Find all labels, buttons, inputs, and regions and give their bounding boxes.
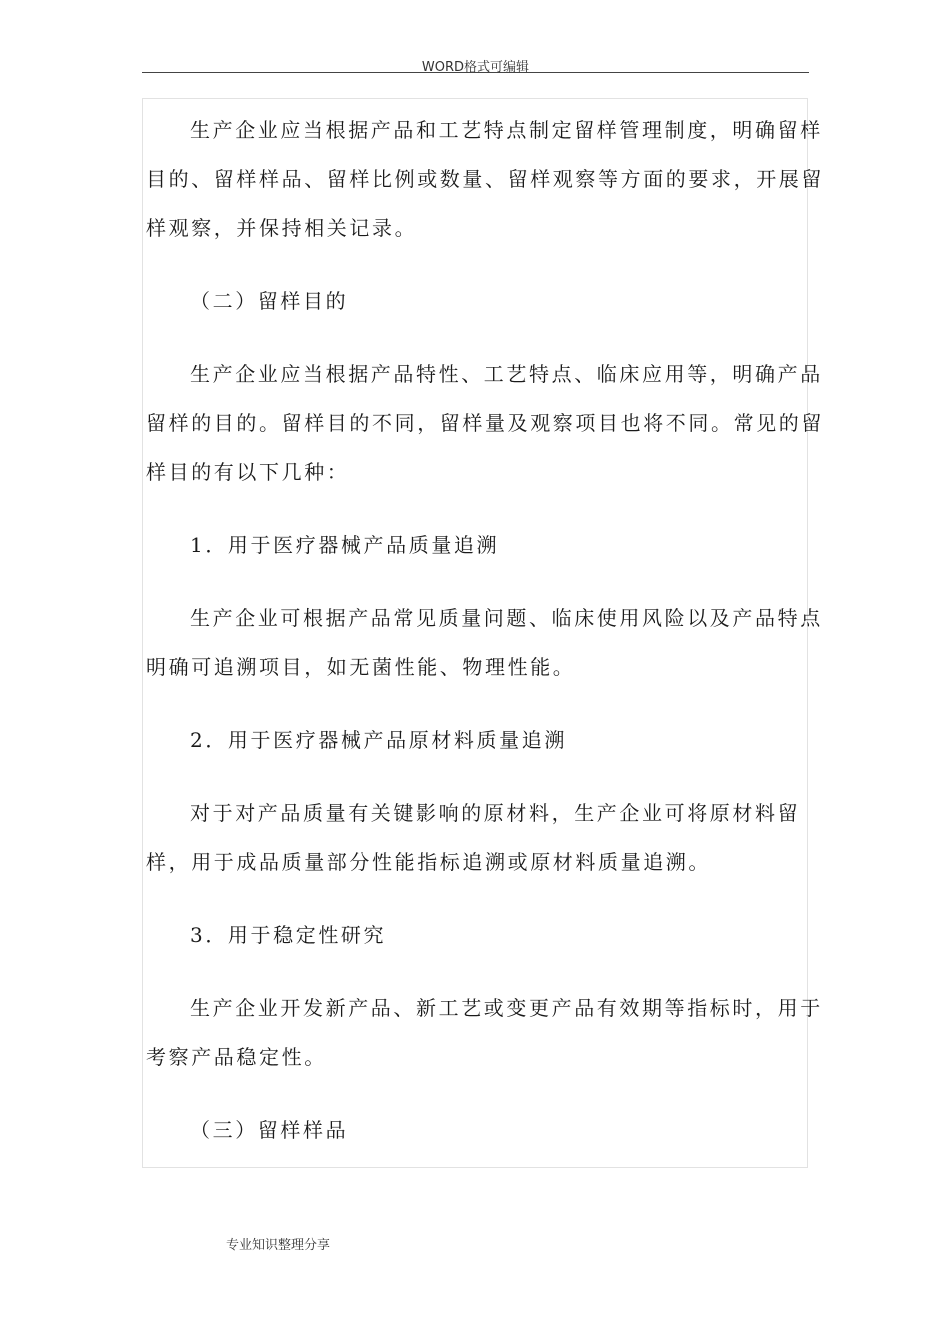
section-heading: 3．用于稳定性研究	[190, 923, 387, 947]
paragraph-line: 样观察，并保持相关记录。	[146, 216, 418, 240]
paragraph-line: 样目的有以下几种：	[146, 460, 350, 484]
paragraph-line: 样，用于成品质量部分性能指标追溯或原材料质量追溯。	[146, 850, 711, 874]
document-body	[146, 106, 824, 1155]
paragraph-line: 留样的目的。留样目的不同，留样量及观察项目也将不同。常见的留	[146, 411, 824, 435]
paragraph-line: 生产企业应当根据产品特性、工艺特点、临床应用等，明确产品	[190, 362, 823, 386]
paragraph	[146, 350, 824, 497]
paragraph	[146, 594, 823, 692]
paragraph-line: 生产企业应当根据产品和工艺特点制定留样管理制度，明确留样	[190, 118, 823, 142]
paragraph-line: 明确可追溯项目，如无菌性能、物理性能。	[146, 655, 576, 679]
section-heading: （二）留样目的	[190, 289, 349, 313]
section-heading: （三）留样样品	[190, 1118, 349, 1142]
section-heading: 1．用于医疗器械产品质量追溯	[190, 533, 500, 557]
page-footer: 专业知识整理分享	[226, 1238, 331, 1253]
page-header: WORD格式可编辑	[421, 60, 530, 75]
paragraph	[146, 984, 823, 1082]
paragraph-line: 目的、留样样品、留样比例或数量、留样观察等方面的要求，开展留	[146, 167, 824, 191]
header-rule	[142, 72, 809, 73]
paragraph	[146, 789, 818, 887]
paragraph-line: 对于对产品质量有关键影响的原材料，生产企业可将原材料留	[190, 801, 801, 825]
paragraph-line: 考察产品稳定性。	[146, 1045, 327, 1069]
paragraph-line: 生产企业可根据产品常见质量问题、临床使用风险以及产品特点	[190, 606, 823, 630]
paragraph	[146, 106, 824, 253]
section-heading: 2．用于医疗器械产品原材料质量追溯	[190, 728, 567, 752]
paragraph-line: 生产企业开发新产品、新工艺或变更产品有效期等指标时，用于	[190, 996, 823, 1020]
